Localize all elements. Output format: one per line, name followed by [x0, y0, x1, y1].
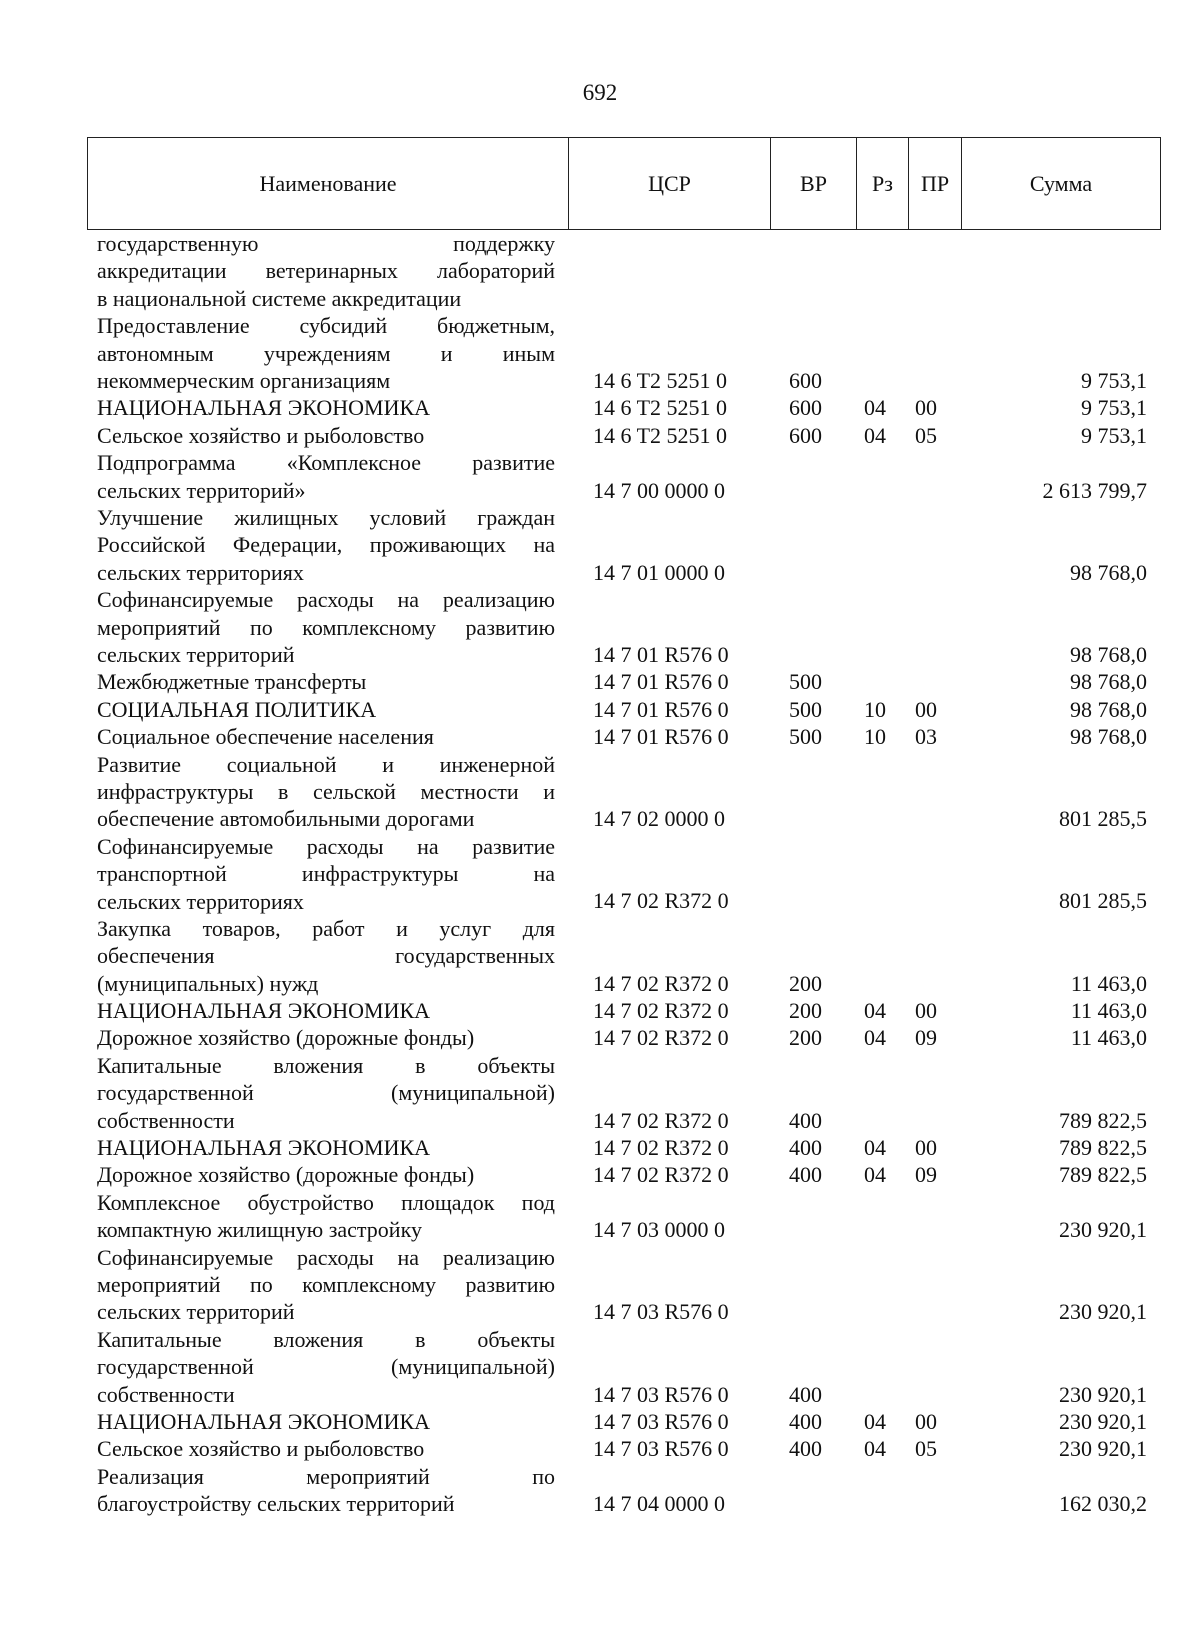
row-name-line: Закупка товаров, работ и услуг для — [97, 915, 555, 941]
row-csr: 14 7 02 R372 0 — [593, 1135, 729, 1161]
table-row — [0, 915, 1200, 997]
row-pr: 09 — [915, 1162, 937, 1188]
row-vr: 400 — [789, 1408, 822, 1434]
row-name-line: сельских территорий — [97, 641, 295, 667]
row-name-line: Улучшение жилищных условий граждан — [97, 504, 555, 530]
row-name — [97, 394, 555, 421]
row-sum: 11 463,0 — [1070, 970, 1147, 996]
row-name — [97, 997, 555, 1024]
table-row — [0, 449, 1200, 504]
row-name-line: государственной (муниципальной) — [97, 1080, 555, 1106]
row-name — [97, 1024, 555, 1051]
row-name-line: государственную поддержку — [97, 231, 555, 256]
row-name-line: в национальной системе аккредитации — [97, 285, 462, 311]
row-csr: 14 7 03 R576 0 — [593, 1299, 729, 1325]
row-name-line: Реализация мероприятий по — [97, 1463, 555, 1489]
row-name — [97, 1244, 555, 1326]
row-name — [97, 915, 555, 997]
row-name-line: сельских территорий — [97, 1299, 295, 1325]
table-row — [0, 1134, 1200, 1161]
row-pr: 00 — [915, 1135, 937, 1161]
row-name-line: некоммерческим организациям — [97, 368, 391, 393]
row-name-line: (муниципальных) нужд — [97, 970, 319, 996]
row-rz: 04 — [864, 1162, 886, 1188]
row-name-line: СОЦИАЛЬНАЯ ПОЛИТИКА — [97, 696, 377, 722]
row-rz: 04 — [864, 998, 886, 1024]
row-name — [97, 751, 555, 833]
table-row — [0, 997, 1200, 1024]
row-sum: 98 768,0 — [1070, 724, 1147, 750]
row-name-line: Подпрограмма «Комплексное развитие — [97, 450, 555, 476]
row-sum: 2 613 799,7 — [1042, 477, 1147, 503]
row-vr: 500 — [789, 724, 822, 750]
row-name-line: обеспечение автомобильными дорогами — [97, 806, 475, 832]
row-name-line: Межбюджетные трансферты — [97, 669, 367, 695]
row-name — [97, 833, 555, 915]
row-csr: 14 7 02 R372 0 — [593, 1162, 729, 1188]
row-csr: 14 7 01 R576 0 — [593, 641, 729, 667]
row-csr: 14 6 T2 5251 0 — [593, 422, 728, 448]
header-rz: Рз — [856, 138, 908, 229]
row-name-line: государственной (муниципальной) — [97, 1354, 555, 1380]
row-name-line: Капитальные вложения в объекты — [97, 1052, 555, 1078]
row-sum: 9 753,1 — [1081, 367, 1147, 393]
row-name-line: Софинансируемые расходы на реализацию — [97, 587, 555, 613]
row-rz: 10 — [864, 696, 886, 722]
row-csr: 14 7 02 R372 0 — [593, 1025, 729, 1051]
row-csr: 14 7 03 0000 0 — [593, 1217, 725, 1243]
row-vr: 200 — [789, 1025, 822, 1051]
table-row — [0, 1189, 1200, 1244]
page-number: 692 — [582, 80, 618, 105]
row-vr: 400 — [789, 1381, 822, 1407]
row-name — [97, 1435, 555, 1462]
row-name-line: НАЦИОНАЛЬНАЯ ЭКОНОМИКА — [97, 395, 431, 421]
table-row — [0, 230, 1200, 312]
row-name — [97, 504, 555, 586]
row-name-line: транспортной инфраструктуры на — [97, 861, 555, 887]
table-row — [0, 833, 1200, 915]
row-name — [97, 696, 555, 723]
row-vr: 400 — [789, 1162, 822, 1188]
row-name — [97, 1189, 555, 1244]
header-csr: ЦСР — [568, 138, 770, 229]
table-row — [0, 1463, 1200, 1518]
row-pr: 03 — [915, 724, 937, 750]
row-rz: 04 — [864, 395, 886, 421]
table-row — [0, 422, 1200, 449]
table-row — [0, 1244, 1200, 1326]
header-name: Наименование — [259, 170, 397, 196]
table-row — [0, 1408, 1200, 1435]
row-name — [97, 1408, 555, 1435]
row-name-line: Российской Федерации, проживающих на — [97, 532, 555, 558]
row-name — [97, 1326, 555, 1408]
row-vr: 600 — [789, 367, 822, 393]
row-name-line: сельских территорий» — [97, 477, 306, 503]
table-row — [0, 1326, 1200, 1408]
row-name-line: Предоставление субсидий бюджетным, — [97, 313, 555, 339]
row-sum: 801 285,5 — [1059, 806, 1147, 832]
row-sum: 11 463,0 — [1070, 1025, 1147, 1051]
row-rz: 04 — [864, 422, 886, 448]
row-name — [97, 586, 555, 668]
row-sum: 98 768,0 — [1070, 696, 1147, 722]
row-pr: 00 — [915, 696, 937, 722]
row-pr: 00 — [915, 1408, 937, 1434]
row-sum: 9 753,1 — [1081, 422, 1147, 448]
row-csr: 14 7 02 R372 0 — [593, 888, 729, 914]
row-name — [97, 312, 555, 394]
row-rz: 04 — [864, 1135, 886, 1161]
row-name — [97, 668, 555, 695]
row-vr: 200 — [789, 970, 822, 996]
table-row — [0, 1435, 1200, 1462]
row-sum: 789 822,5 — [1059, 1135, 1147, 1161]
row-rz: 04 — [864, 1408, 886, 1434]
header-pr: ПР — [908, 138, 961, 229]
row-csr: 14 7 04 0000 0 — [593, 1491, 725, 1517]
row-csr: 14 7 03 R576 0 — [593, 1381, 729, 1407]
table-row — [0, 1052, 1200, 1134]
row-name-line: Дорожное хозяйство (дорожные фонды) — [97, 1025, 475, 1051]
row-name-line: собственности — [97, 1381, 235, 1407]
row-vr: 500 — [789, 669, 822, 695]
row-sum: 230 920,1 — [1059, 1299, 1147, 1325]
row-name — [97, 422, 555, 449]
row-name-line: аккредитации ветеринарных лабораторий — [97, 258, 555, 284]
header-vr: ВР — [770, 138, 856, 229]
row-csr: 14 7 02 0000 0 — [593, 806, 725, 832]
table-row — [0, 696, 1200, 723]
row-name-line: Развитие социальной и инженерной — [97, 751, 555, 777]
row-name-line: мероприятий по комплексному развитию — [97, 1272, 555, 1298]
row-pr: 09 — [915, 1025, 937, 1051]
table-row — [0, 723, 1200, 750]
row-name-line: инфраструктуры в сельской местности и — [97, 778, 555, 804]
row-csr: 14 6 T2 5251 0 — [593, 367, 728, 393]
row-sum: 162 030,2 — [1059, 1491, 1147, 1517]
row-vr: 200 — [789, 998, 822, 1024]
row-sum: 230 920,1 — [1059, 1381, 1147, 1407]
row-sum: 98 768,0 — [1070, 641, 1147, 667]
table-row — [0, 751, 1200, 833]
row-rz: 10 — [864, 724, 886, 750]
row-name-line: Сельское хозяйство и рыболовство — [97, 422, 425, 448]
row-name — [97, 723, 555, 750]
row-sum: 98 768,0 — [1070, 559, 1147, 585]
row-sum: 801 285,5 — [1059, 888, 1147, 914]
row-sum: 789 822,5 — [1059, 1107, 1147, 1133]
row-name-line: Капитальные вложения в объекты — [97, 1326, 555, 1352]
row-name — [97, 1052, 555, 1134]
row-rz: 04 — [864, 1025, 886, 1051]
row-pr: 05 — [915, 1436, 937, 1462]
table-row — [0, 668, 1200, 695]
row-name-line: благоустройству сельских территорий — [97, 1491, 455, 1517]
row-sum: 230 920,1 — [1059, 1408, 1147, 1434]
row-sum: 789 822,5 — [1059, 1162, 1147, 1188]
row-name — [97, 1463, 555, 1518]
table-row — [0, 504, 1200, 586]
row-sum: 98 768,0 — [1070, 669, 1147, 695]
row-name-line: сельских территориях — [97, 888, 304, 914]
row-name — [97, 230, 555, 312]
row-name — [97, 1134, 555, 1161]
row-name-line: НАЦИОНАЛЬНАЯ ЭКОНОМИКА — [97, 1135, 431, 1161]
row-csr: 14 7 02 R372 0 — [593, 1107, 729, 1133]
table-row — [0, 1024, 1200, 1051]
row-name-line: НАЦИОНАЛЬНАЯ ЭКОНОМИКА — [97, 998, 431, 1024]
table-row — [0, 394, 1200, 421]
row-vr: 400 — [789, 1107, 822, 1133]
row-csr: 14 7 01 R576 0 — [593, 724, 729, 750]
row-vr: 600 — [789, 422, 822, 448]
row-name-line: Комплексное обустройство площадок под — [97, 1189, 555, 1215]
row-csr: 14 7 02 R372 0 — [593, 998, 729, 1024]
table-body — [0, 230, 1200, 1518]
row-sum: 230 920,1 — [1059, 1217, 1147, 1243]
row-name-line: НАЦИОНАЛЬНАЯ ЭКОНОМИКА — [97, 1408, 431, 1434]
table-header — [87, 137, 1161, 230]
table-row — [0, 312, 1200, 394]
row-name-line: Дорожное хозяйство (дорожные фонды) — [97, 1162, 475, 1188]
row-vr: 400 — [789, 1135, 822, 1161]
row-name-line: Социальное обеспечение населения — [97, 724, 434, 750]
row-name — [97, 449, 555, 504]
row-pr: 00 — [915, 998, 937, 1024]
row-vr: 500 — [789, 696, 822, 722]
row-name-line: Софинансируемые расходы на развитие — [97, 833, 555, 859]
row-name-line: обеспечения государственных — [97, 943, 555, 969]
row-pr: 05 — [915, 422, 937, 448]
header-sum: Сумма — [961, 138, 1160, 229]
row-csr: 14 7 03 R576 0 — [593, 1436, 729, 1462]
row-csr: 14 6 T2 5251 0 — [593, 395, 728, 421]
row-name-line: Софинансируемые расходы на реализацию — [97, 1244, 555, 1270]
row-name-line: мероприятий по комплексному развитию — [97, 614, 555, 640]
row-csr: 14 7 03 R576 0 — [593, 1408, 729, 1434]
row-name-line: собственности — [97, 1107, 235, 1133]
row-csr: 14 7 01 0000 0 — [593, 559, 725, 585]
row-csr: 14 7 01 R576 0 — [593, 696, 729, 722]
table-row — [0, 586, 1200, 668]
row-sum: 230 920,1 — [1059, 1436, 1147, 1462]
row-name-line: автономным учреждениям и иным — [97, 340, 555, 366]
table-row — [0, 1161, 1200, 1188]
row-rz: 04 — [864, 1436, 886, 1462]
row-name-line: сельских территориях — [97, 559, 304, 585]
row-vr: 400 — [789, 1436, 822, 1462]
row-vr: 600 — [789, 395, 822, 421]
row-csr: 14 7 00 0000 0 — [593, 477, 725, 503]
row-name — [97, 1161, 555, 1188]
row-name-line: компактную жилищную застройку — [97, 1217, 422, 1243]
row-name-line: Сельское хозяйство и рыболовство — [97, 1436, 425, 1462]
row-pr: 00 — [915, 395, 937, 421]
row-csr: 14 7 02 R372 0 — [593, 970, 729, 996]
row-csr: 14 7 01 R576 0 — [593, 669, 729, 695]
row-sum: 9 753,1 — [1081, 395, 1147, 421]
row-sum: 11 463,0 — [1070, 998, 1147, 1024]
